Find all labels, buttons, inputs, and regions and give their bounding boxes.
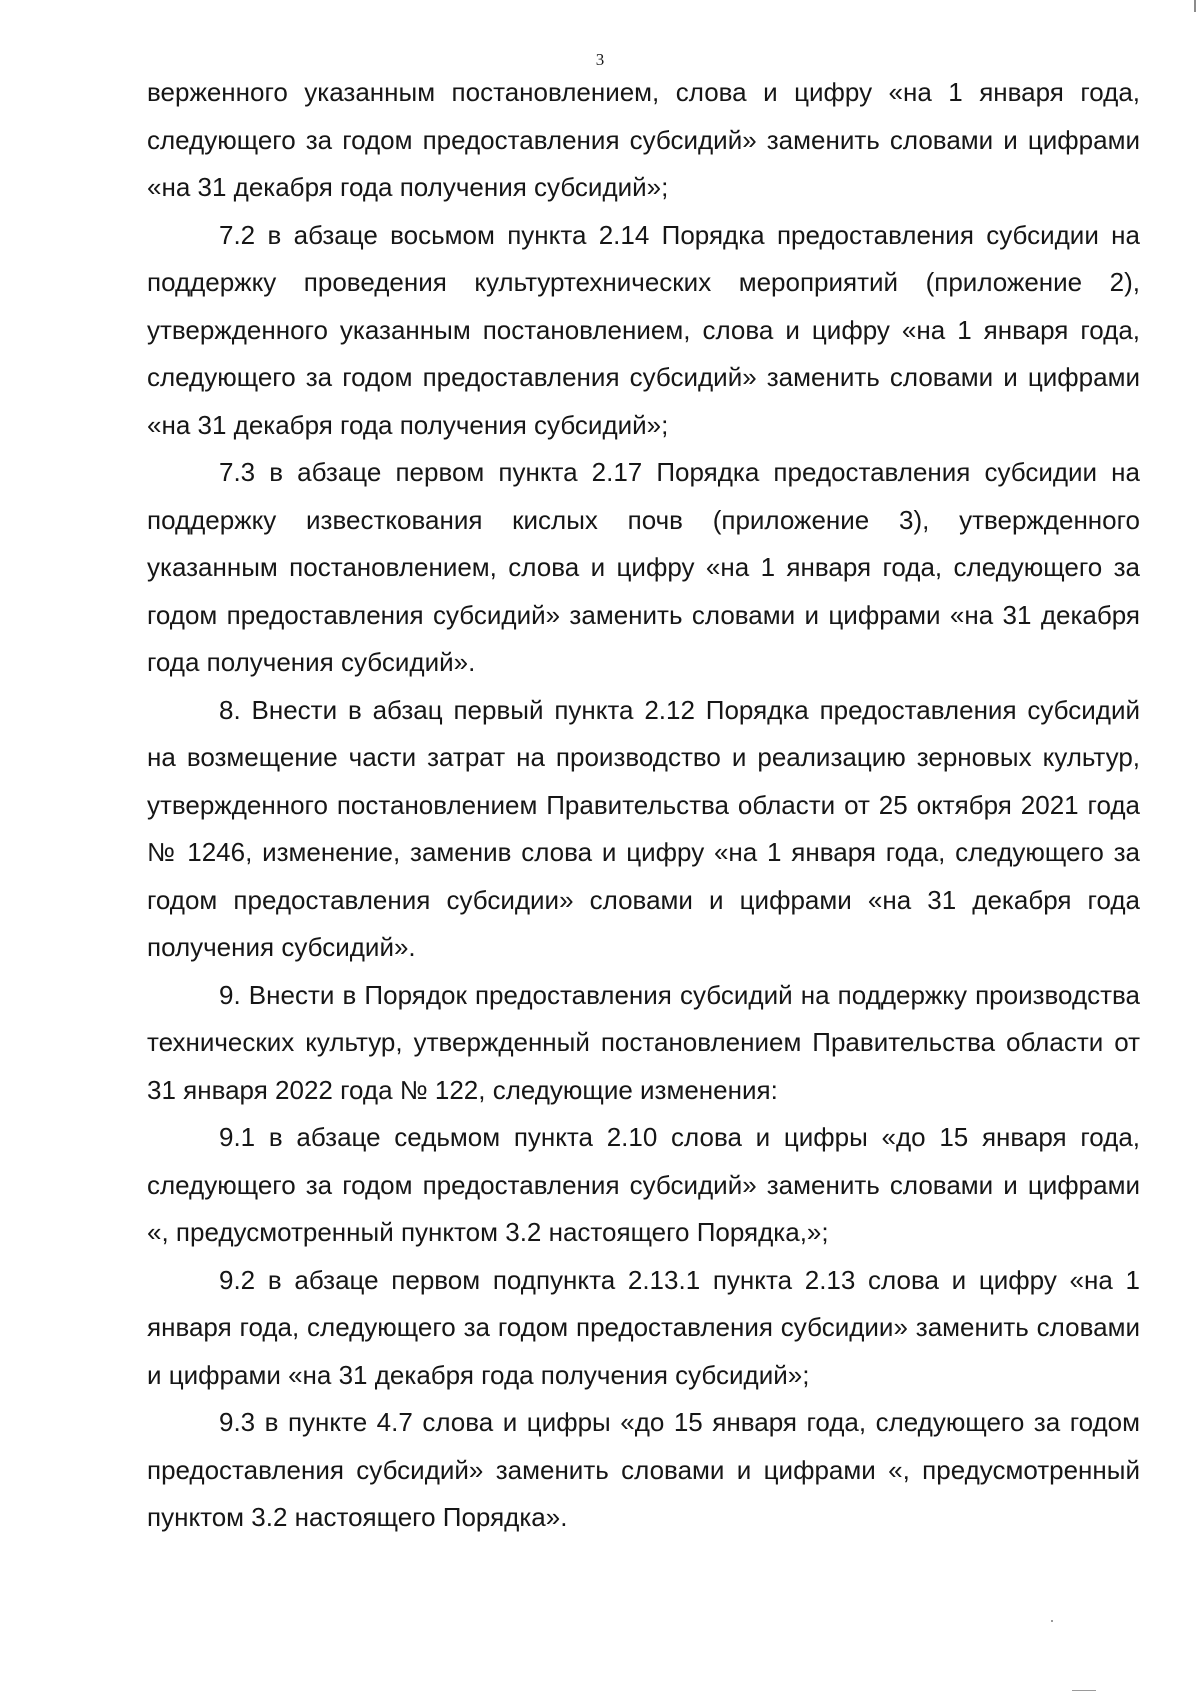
scan-edge-mark — [1194, 0, 1196, 12]
paragraph-9: 9. Внести в Порядок предоставления субсидий на поддержку производства технических культур, утвержденный постановлением Правительства области от 31 января 2022 года № 122, следующие изменения: — [147, 979, 1140, 1105]
paragraph-7-3: 7.3 в абзаце первом пункта 2.17 Порядка предоставления субсидии на поддержку известкования кислых почв (приложение 3), утвержденного указанным постановлением, слова и цифру «на 1 января года, следующего за годом предоставления субсидий» заменить словами и цифрами «на 31 декабря года получения субсидий». — [147, 457, 1140, 677]
document-body — [147, 69, 1140, 1542]
paragraph-9-3: 9.3 в пункте 4.7 слова и цифры «до 15 января года, следующего за годом предоставления субсидий» заменить словами и цифрами «, предусмотренный пунктом 3.2 настоящего Порядка». — [147, 1407, 1140, 1532]
paragraph-9-1: 9.1 в абзаце седьмом пункта 2.10 слова и цифры «до 15 января года, следующего за годом предоставления субсидий» заменить словами и цифрами «, предусмотренный пунктом 3.2 настоящего Порядка,»; — [147, 1122, 1140, 1247]
scan-dot — [1072, 1690, 1096, 1691]
paragraph-8: 8. Внести в абзац первый пункта 2.12 Порядка предоставления субсидий на возмещение части затрат на производство и реализацию зерновых культур, утвержденного постановлением Правительства области от 25 октября 2021 года № 1246, изменение, заменив слова и цифру «на 1 января года, следующего за годом предоставления субсидии» словами и цифрами «на 31 декабря года получения субсидий». — [147, 694, 1140, 962]
paragraph-9-2: 9.2 в абзаце первом подпункта 2.13.1 пункта 2.13 слова и цифру «на 1 января года, следующего за годом предоставления субсидии» заменить словами и цифрами «на 31 декабря года получения субсидий»; — [147, 1264, 1140, 1390]
page-number: 3 — [595, 50, 605, 69]
paragraph-continuation: верженного указанным постановлением, слова и цифру «на 1 января года, следующего за годом предоставления субсидий» заменить словами и цифрами «на 31 декабря года получения субсидий»; — [147, 77, 1140, 202]
paragraph-7-2: 7.2 в абзаце восьмом пункта 2.14 Порядка предоставления субсидии на поддержку проведения культуртехнических мероприятий (приложение 2), утвержденного указанным постановлением, слова и цифру «на 1 января года, следующего за годом предоставления субсидий» заменить словами и цифрами «на 31 декабря года получения субсидий»; — [147, 219, 1140, 440]
scan-dot — [1051, 1620, 1053, 1622]
